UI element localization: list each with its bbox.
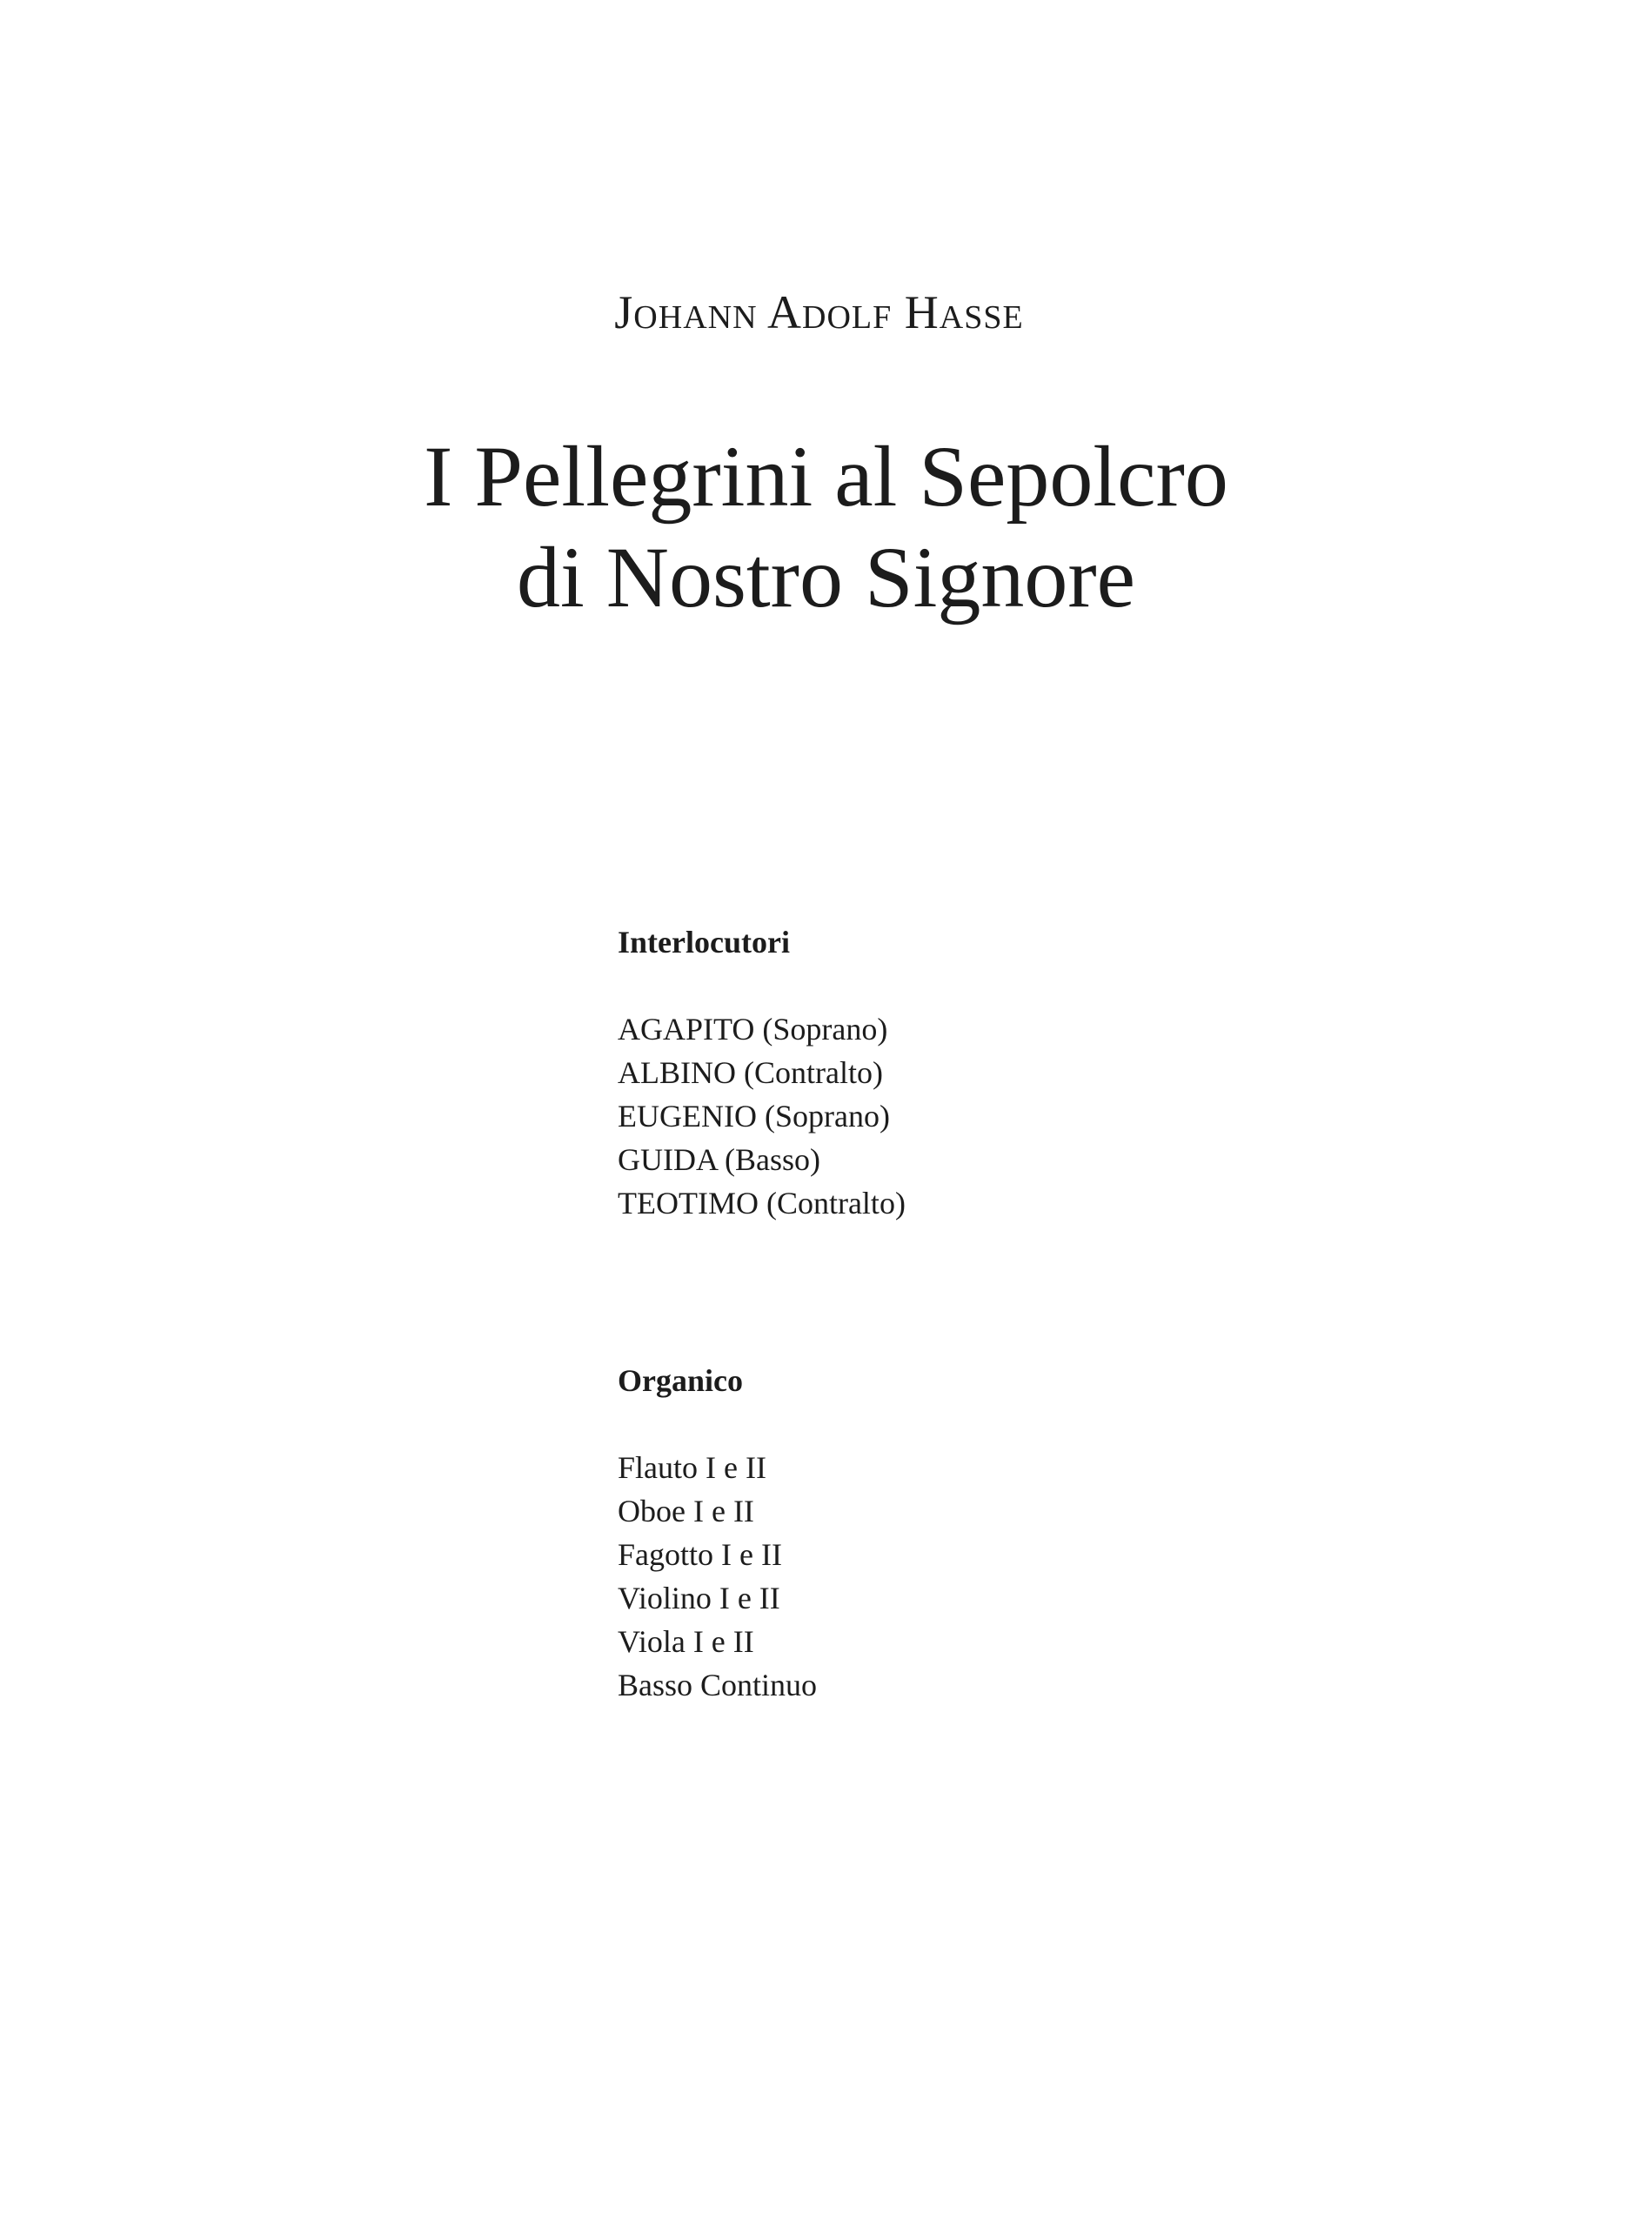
title-line-2: di Nostro Signore — [516, 529, 1136, 625]
work-title — [0, 426, 1652, 628]
interlocutore-item: AGAPITO (Soprano) — [618, 1012, 888, 1047]
interlocutore-item: EUGENIO (Soprano) — [618, 1099, 890, 1134]
instrument-item: Oboe I e II — [618, 1494, 754, 1528]
interlocutore-item: TEOTIMO (Contralto) — [618, 1186, 906, 1221]
instrument-item: Viola I e II — [618, 1624, 754, 1659]
interlocutori-heading: Interlocutori — [618, 925, 790, 960]
composer-name-text: Johann Adolf Hasse — [614, 286, 1024, 338]
composer-name — [0, 286, 1652, 338]
title-line-1: I Pellegrini al Sepolcro — [424, 428, 1228, 525]
instrument-item: Violino I e II — [618, 1581, 780, 1615]
instrument-item: Basso Continuo — [618, 1668, 818, 1702]
instrument-item: Fagotto I e II — [618, 1537, 782, 1572]
interlocutore-item: ALBINO (Contralto) — [618, 1055, 883, 1090]
organico-section — [618, 1359, 817, 1707]
interlocutore-item: GUIDA (Basso) — [618, 1142, 820, 1177]
instrument-item: Flauto I e II — [618, 1450, 766, 1485]
interlocutori-section — [618, 920, 906, 1225]
organico-heading: Organico — [618, 1363, 743, 1398]
